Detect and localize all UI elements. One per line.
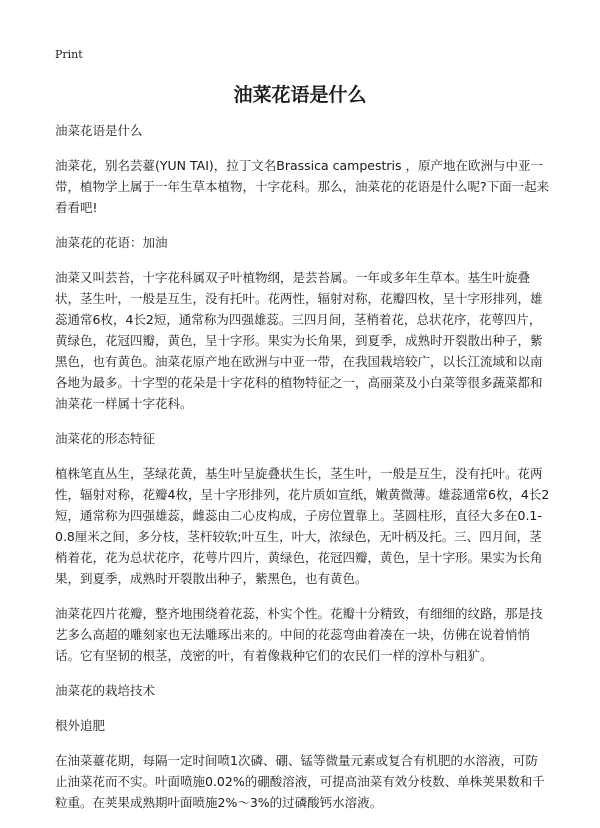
flower-language-heading: 油菜花的花语：加油 [55,235,168,250]
fertilizer-heading: 根外追肥 [55,718,106,733]
fertilizer-paragraph: 在油菜薹花期，每隔一定时间喷1次磷、硼、锰等微量元素或复合有机肥的水溶液，可防止油菜花而不实。叶面喷施0.02%的硼酸溶液，可提高油菜有效分枝数、单株荚果数和千粒重。在荚果成熟期叶面喷施2%～3%的过磷酸钙水溶液。 [55,753,545,810]
print-link[interactable]: Print [55,48,83,61]
morphology-paragraph-1: 植株笔直丛生，茎绿花黄，基生叶呈旋叠状生长，茎生叶，一般是互生，没有托叶。花两性，辐射对称，花瓣4枚，呈十字形排列，花片质如宣纸，嫩黄微薄。雄蕊通常6枚，4长2短，通常称为四强雄蕊，雌蕊由二心皮构成，子房位置靠上。茎圆柱形，直径大多在0.1-0.8厘米之间，多分枝，茎杆较软;叶互生，叶大，浓绿色，无叶柄及托。三、四月间，茎梢着花，花为总状花序，花萼片四片，黄绿色，花冠四瓣，黄色，呈十字形。果实为长角果，到夏季，成熟时开裂散出种子，紫黑色，也有黄色。 [55,466,550,586]
intro-paragraph: 油菜花，别名芸薹(YUN TAI)，拉丁文名Brassica campestris ，原产地在欧洲与中亚一带，植物学上属于一年生草本植物，十字花科。那么，油菜花的花语是什么呢?下面一起来看看吧! [55,158,550,215]
article-body [55,120,550,827]
page-title: 油菜花语是什么 [233,84,367,106]
morphology-heading: 油菜花的形态特征 [55,431,156,446]
flower-language-paragraph: 油菜又叫芸苔，十字花科属双子叶植物纲，是芸苔属。一年或多年生草本。基生叶旋叠状，茎生叶，一般是互生，没有托叶。花两性，辐射对称，花瓣四枚，呈十字形排列，雄蕊通常6枚，4长2短，通常称为四强雄蕊。三四月间，茎梢着花，总状花序，花萼四片，黄绿色，花冠四瓣，黄色，呈十字形。果实为长角果，到夏季，成熟时开裂散出种子，紫黑色，也有黄色。油菜花原产地在欧洲与中亚一带，在我国栽培较广，以长江流域和以南各地为最多。十字型的花朵是十字花科的植物特征之一，高丽菜及小白菜等很多蔬菜都和油菜花一样属十字花科。 [55,270,543,411]
morphology-paragraph-2: 油菜花四片花瓣，整齐地围绕着花蕊，朴实个性。花瓣十分精致，有细细的纹路，那是技艺多么高超的雕刻家也无法雕琢出来的。中间的花蕊弯曲着凑在一块，仿佛在说着悄悄话。它有坚韧的根茎，茂密的叶，有着像栽种它们的农民们一样的淳朴与粗犷。 [55,606,543,663]
intro-heading: 油菜花语是什么 [55,123,143,138]
cultivation-heading: 油菜花的栽培技术 [55,683,156,698]
